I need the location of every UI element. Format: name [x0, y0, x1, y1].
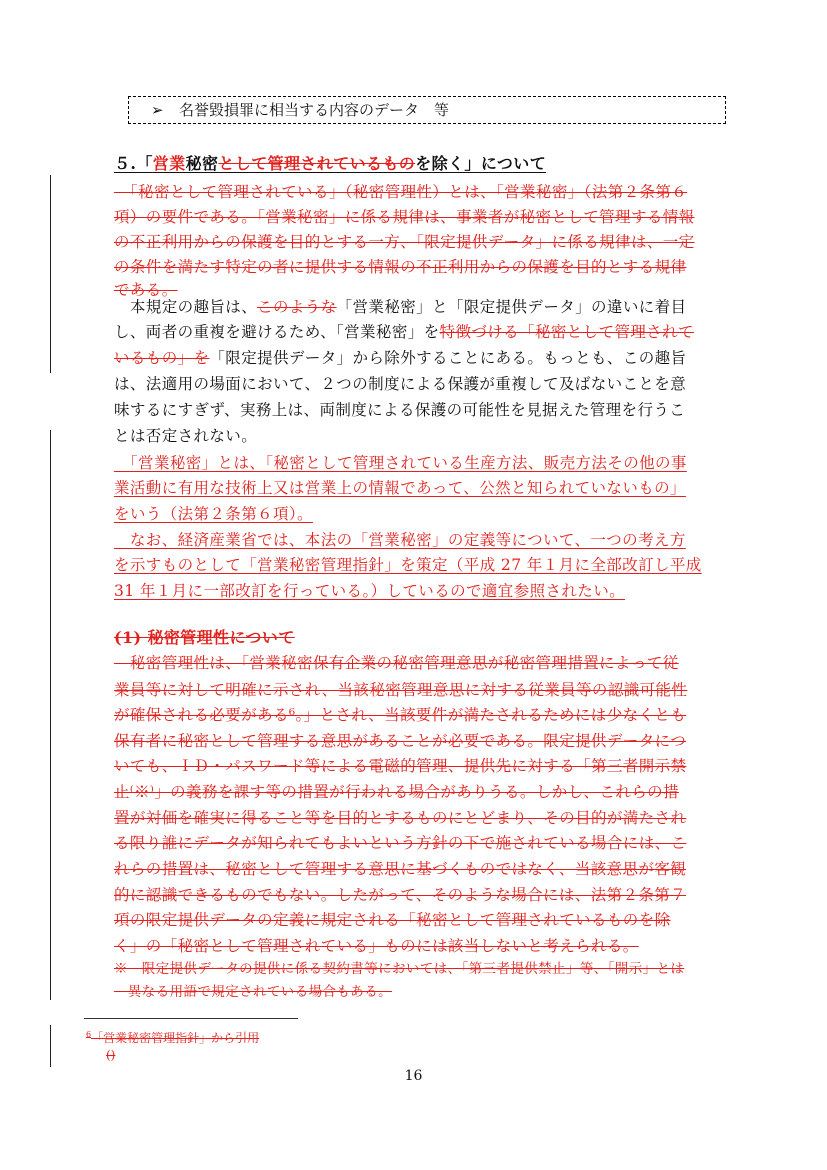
note-line: 異なる用語で規定されている場合もある。	[114, 984, 392, 1000]
deleted-text: このような	[257, 298, 337, 316]
deleted-line: 置が対価を確実に得ること等を目的とするものにとどまり、その目的が満たされ	[114, 809, 687, 827]
arrow-bullet-icon: ➢	[151, 101, 164, 119]
change-bar	[50, 1025, 51, 1067]
deleted-line: いても、ＩＤ・パスワード等による電磁的管理、提供先に対する「第三者開示禁	[114, 757, 687, 775]
box-text: 名誉毀損罪に相当する内容のデータ 等	[179, 101, 450, 119]
deleted-line: 「秘密として管理されている」（秘密管理性）とは、「営業秘密」（法第２条第６	[114, 183, 688, 201]
body-line: 本規定の趣旨は、このような「営業秘密」と「限定提供データ」の違いに着目	[114, 298, 687, 316]
deleted-text: 特徴づける「秘密として管理されて	[439, 323, 694, 341]
change-bar	[50, 430, 51, 1000]
footnote: $^6$「営業秘密管理指針」から引用	[86, 1030, 260, 1045]
deleted-line: く」の「秘密として管理されている」ものには該当しないと考えられる。	[114, 937, 639, 955]
deleted-line: が確保される必要がある⁶。」とされ、当該要件が満たされるためには少なくとも	[114, 706, 687, 724]
deleted-line: 止⁽※⁾」の義務を課す等の措置が行われる場合がありうる。しかし、これらの措	[114, 783, 679, 801]
inserted-line: 「営業秘密」とは、「秘密として管理されている生産方法、販売方法その他の事	[114, 454, 687, 472]
deleted-line: である。	[114, 281, 178, 299]
deleted-text: いるもの」を	[114, 349, 210, 367]
subheading: (1) 秘密管理性について	[114, 628, 295, 647]
deleted-line: る限り誰にデータが知られてもよいという方針の下で施されている場合には、こ	[114, 834, 687, 852]
deleted-line: の条件を満たす特定の者に提供する情報の不正利用からの保護を目的とする規律	[114, 258, 687, 276]
page-number: 16	[404, 1068, 423, 1084]
deleted-line: の不正利用からの保護を目的とする一方、「限定提供データ」に係る規律は、一定	[114, 233, 695, 251]
body-line: いるもの」を「限定提供データ」から除外することにある。もっとも、この趣旨	[114, 349, 687, 367]
body-line: とは否定されない。	[114, 427, 258, 445]
deleted-line: れらの措置は、秘密として管理する意思に基づくものではなく、当該意思が客観	[114, 860, 687, 878]
deleted-text: として管理されているもの	[218, 154, 416, 173]
deleted-line: 項）の要件である。「営業秘密」に係る規律は、事業者が秘密として管理する情報	[114, 208, 695, 226]
section-heading: ５.「営業秘密として管理されているものを除く」について	[114, 154, 547, 173]
inserted-line: を示すものとして「営業秘密管理指針」を策定（平成 27 年１月に全部改訂し平成	[114, 556, 702, 574]
deleted-line: 項の限定提供データの定義に規定される「秘密として管理されているものを除	[114, 911, 671, 929]
change-bar	[50, 175, 51, 373]
body-line: し、両者の重複を避けるため、「営業秘密」を特徴づける「秘密として管理されて	[114, 323, 694, 341]
deleted-line: 的に認識できるものでもない。したがって、そのような場合には、法第２条第７	[114, 886, 687, 904]
deleted-line: 保有者に秘密として管理する意思があることが必要である。限定提供データにつ	[114, 732, 687, 750]
note-line: ※ 限定提供データの提供に係る契約書等においては、「第三者提供禁止」等、「開示」とは	[114, 961, 685, 977]
inserted-text: 営業	[152, 154, 186, 173]
footnote-separator	[84, 1018, 298, 1019]
bulleted-box	[128, 96, 726, 124]
inserted-line: 31 年１月に一部改訂を行っている。）しているので適宜参照されたい。	[114, 582, 626, 600]
body-line: 味するにすぎず、実務上は、両制度による保護の可能性を見据えた管理を行うこ	[114, 401, 686, 419]
inserted-line: 業活動に有用な技術上又は営業上の情報であって、公然と知られていないもの」	[114, 479, 686, 497]
deleted-line: 業員等に対して明確に示され、当該秘密管理意思に対する従業員等の認識可能性	[114, 681, 688, 699]
inserted-line: をいう（法第２条第６項）。	[114, 505, 313, 523]
body-line: は、法適用の場面において、２つの制度による保護が重複して及ばないことを意	[114, 375, 687, 393]
inserted-line: なお、経済産業省では、本法の「営業秘密」の定義等について、一つの考え方	[114, 531, 686, 549]
footnote-mark: 6	[86, 1030, 92, 1039]
footnote-line: ()	[106, 1048, 116, 1062]
deleted-line: 秘密管理性は、「営業秘密保有企業の秘密管理意思が秘密管理措置によって従	[114, 654, 679, 672]
